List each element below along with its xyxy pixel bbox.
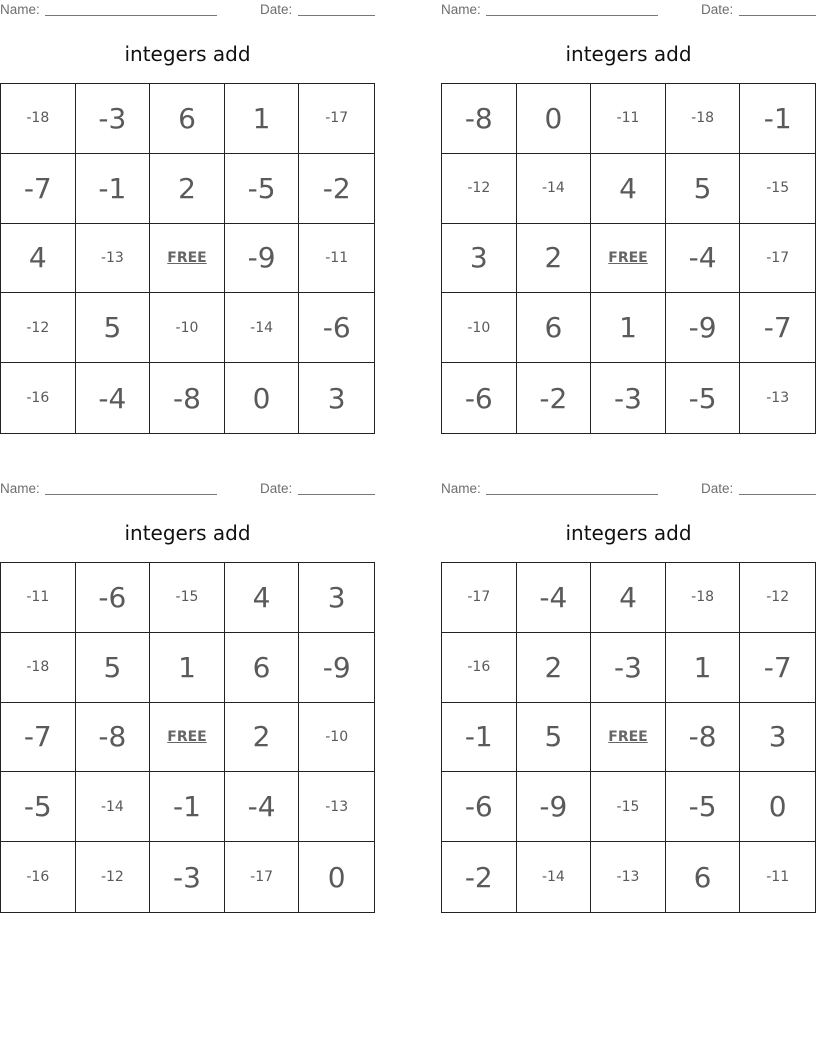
bingo-cell: -7: [740, 633, 815, 703]
bingo-cell: -8: [150, 363, 225, 433]
bingo-cell: -3: [591, 363, 666, 433]
bingo-cell: -11: [591, 84, 666, 154]
card-header: [441, 479, 816, 499]
bingo-cell: -17: [225, 842, 300, 912]
bingo-cell: -13: [766, 390, 790, 407]
bingo-cell: 4: [1, 224, 76, 294]
date-line: [739, 15, 816, 16]
bingo-cell: -2: [442, 842, 517, 912]
name-line: [486, 494, 658, 495]
bingo-cell: 2: [517, 633, 592, 703]
bingo-cell: -6: [442, 363, 517, 433]
bingo-cell: -18: [666, 84, 741, 154]
bingo-cell: -16: [442, 633, 517, 703]
bingo-cell: -16: [1, 363, 76, 433]
card-title: integers add: [565, 521, 692, 545]
bingo-cell: 3: [442, 224, 517, 294]
bingo-grid: [441, 83, 816, 434]
bingo-cell: 5: [76, 633, 151, 703]
bingo-cell: -8: [442, 84, 517, 154]
bingo-cell: -4: [517, 563, 592, 633]
name-label: Name:: [0, 2, 40, 17]
bingo-cell: 5: [76, 293, 151, 363]
bingo-cell: -10: [299, 703, 374, 773]
bingo-cell: 5: [517, 703, 592, 773]
bingo-cell: -2: [299, 154, 374, 224]
date-line: [298, 15, 375, 16]
bingo-cell: 1: [225, 84, 300, 154]
bingo-cell: 0: [327, 860, 346, 894]
bingo-cell: 6: [666, 842, 741, 912]
bingo-cell: -10: [442, 293, 517, 363]
card-header: [0, 0, 375, 20]
card-title: integers add: [565, 42, 692, 66]
bingo-cell: -4: [225, 772, 300, 842]
bingo-cell: 6: [150, 84, 225, 154]
bingo-cell: -18: [1, 84, 76, 154]
date-label: Date:: [260, 2, 293, 17]
bingo-cell: 4: [591, 154, 666, 224]
bingo-cell: -9: [299, 633, 374, 703]
bingo-cell: -14: [76, 772, 151, 842]
bingo-cell: 0: [517, 84, 592, 154]
bingo-cell: -7: [740, 293, 815, 363]
bingo-cell: -16: [1, 842, 76, 912]
bingo-cell: -3: [150, 842, 225, 912]
bingo-cell: -1: [76, 154, 151, 224]
date-label: Date:: [701, 2, 734, 17]
bingo-cell: -9: [517, 772, 592, 842]
bingo-cell: -6: [299, 293, 374, 363]
bingo-cell: -17: [299, 84, 374, 154]
bingo-cell: -12: [76, 842, 151, 912]
bingo-cell: -4: [666, 224, 741, 294]
bingo-cell: -13: [591, 842, 666, 912]
bingo-cell: 3: [299, 563, 374, 633]
bingo-cell: 5: [666, 154, 741, 224]
bingo-cell: -14: [517, 154, 592, 224]
name-label: Name:: [441, 2, 481, 17]
bingo-cell: -18: [666, 563, 741, 633]
bingo-cell: 1: [591, 293, 666, 363]
bingo-cell: -6: [76, 563, 151, 633]
bingo-cell: -13: [299, 772, 374, 842]
bingo-cell: 2: [225, 703, 300, 773]
bingo-cell: 0: [225, 363, 300, 433]
bingo-grid: [0, 83, 375, 434]
bingo-cell: -7: [1, 154, 76, 224]
bingo-cell: -12: [740, 563, 815, 633]
bingo-cell: 3: [740, 703, 815, 773]
bingo-cell: -10: [150, 293, 225, 363]
bingo-cell: -11: [766, 869, 790, 886]
name-line: [486, 15, 658, 16]
bingo-cell: -18: [1, 633, 76, 703]
bingo-cell: -5: [225, 154, 300, 224]
bingo-cell: -5: [1, 772, 76, 842]
bingo-cell: -1: [442, 703, 517, 773]
bingo-cell: -13: [76, 224, 151, 294]
date-label: Date:: [260, 481, 293, 496]
bingo-cell: -8: [76, 703, 151, 773]
bingo-cell: -8: [666, 703, 741, 773]
bingo-cell: 6: [225, 633, 300, 703]
free-space-cell: FREE: [150, 703, 225, 773]
bingo-cell: 4: [591, 563, 666, 633]
date-label: Date:: [701, 481, 734, 496]
bingo-cell: -4: [76, 363, 151, 433]
bingo-cell: 2: [517, 224, 592, 294]
bingo-cell: -5: [666, 363, 741, 433]
card-title: integers add: [124, 42, 251, 66]
free-space-cell: FREE: [591, 224, 666, 294]
date-line: [739, 494, 816, 495]
card-header: [441, 0, 816, 20]
card-title: integers add: [124, 521, 251, 545]
bingo-cell: -14: [517, 842, 592, 912]
bingo-cell: -2: [517, 363, 592, 433]
bingo-cell: -14: [225, 293, 300, 363]
bingo-cell: -1: [740, 84, 815, 154]
bingo-cell: -9: [666, 293, 741, 363]
bingo-cell: -11: [299, 224, 374, 294]
bingo-cell: -9: [225, 224, 300, 294]
bingo-cell: -15: [740, 154, 815, 224]
bingo-cell: 1: [150, 633, 225, 703]
bingo-cell: -6: [442, 772, 517, 842]
bingo-cell: 3: [327, 381, 346, 415]
bingo-cell: -7: [1, 703, 76, 773]
name-label: Name:: [441, 481, 481, 496]
bingo-cell: 2: [150, 154, 225, 224]
bingo-cell: 0: [740, 772, 815, 842]
bingo-cell: -3: [76, 84, 151, 154]
bingo-cell: -11: [1, 563, 76, 633]
bingo-cell: -17: [442, 563, 517, 633]
bingo-cell: -12: [1, 293, 76, 363]
name-line: [45, 15, 217, 16]
bingo-cell: 4: [225, 563, 300, 633]
bingo-cell: 6: [517, 293, 592, 363]
bingo-grid: [441, 562, 816, 913]
bingo-cell: -15: [150, 563, 225, 633]
bingo-cell: -1: [150, 772, 225, 842]
bingo-cell: -5: [666, 772, 741, 842]
name-label: Name:: [0, 481, 40, 496]
name-line: [45, 494, 217, 495]
bingo-cell: -3: [591, 633, 666, 703]
bingo-cell: -17: [740, 224, 815, 294]
free-space-cell: FREE: [150, 224, 225, 294]
card-header: [0, 479, 375, 499]
date-line: [298, 494, 375, 495]
bingo-cell: 1: [666, 633, 741, 703]
bingo-cell: -12: [442, 154, 517, 224]
free-space-cell: FREE: [591, 703, 666, 773]
bingo-cell: -15: [591, 772, 666, 842]
bingo-grid: [0, 562, 375, 913]
